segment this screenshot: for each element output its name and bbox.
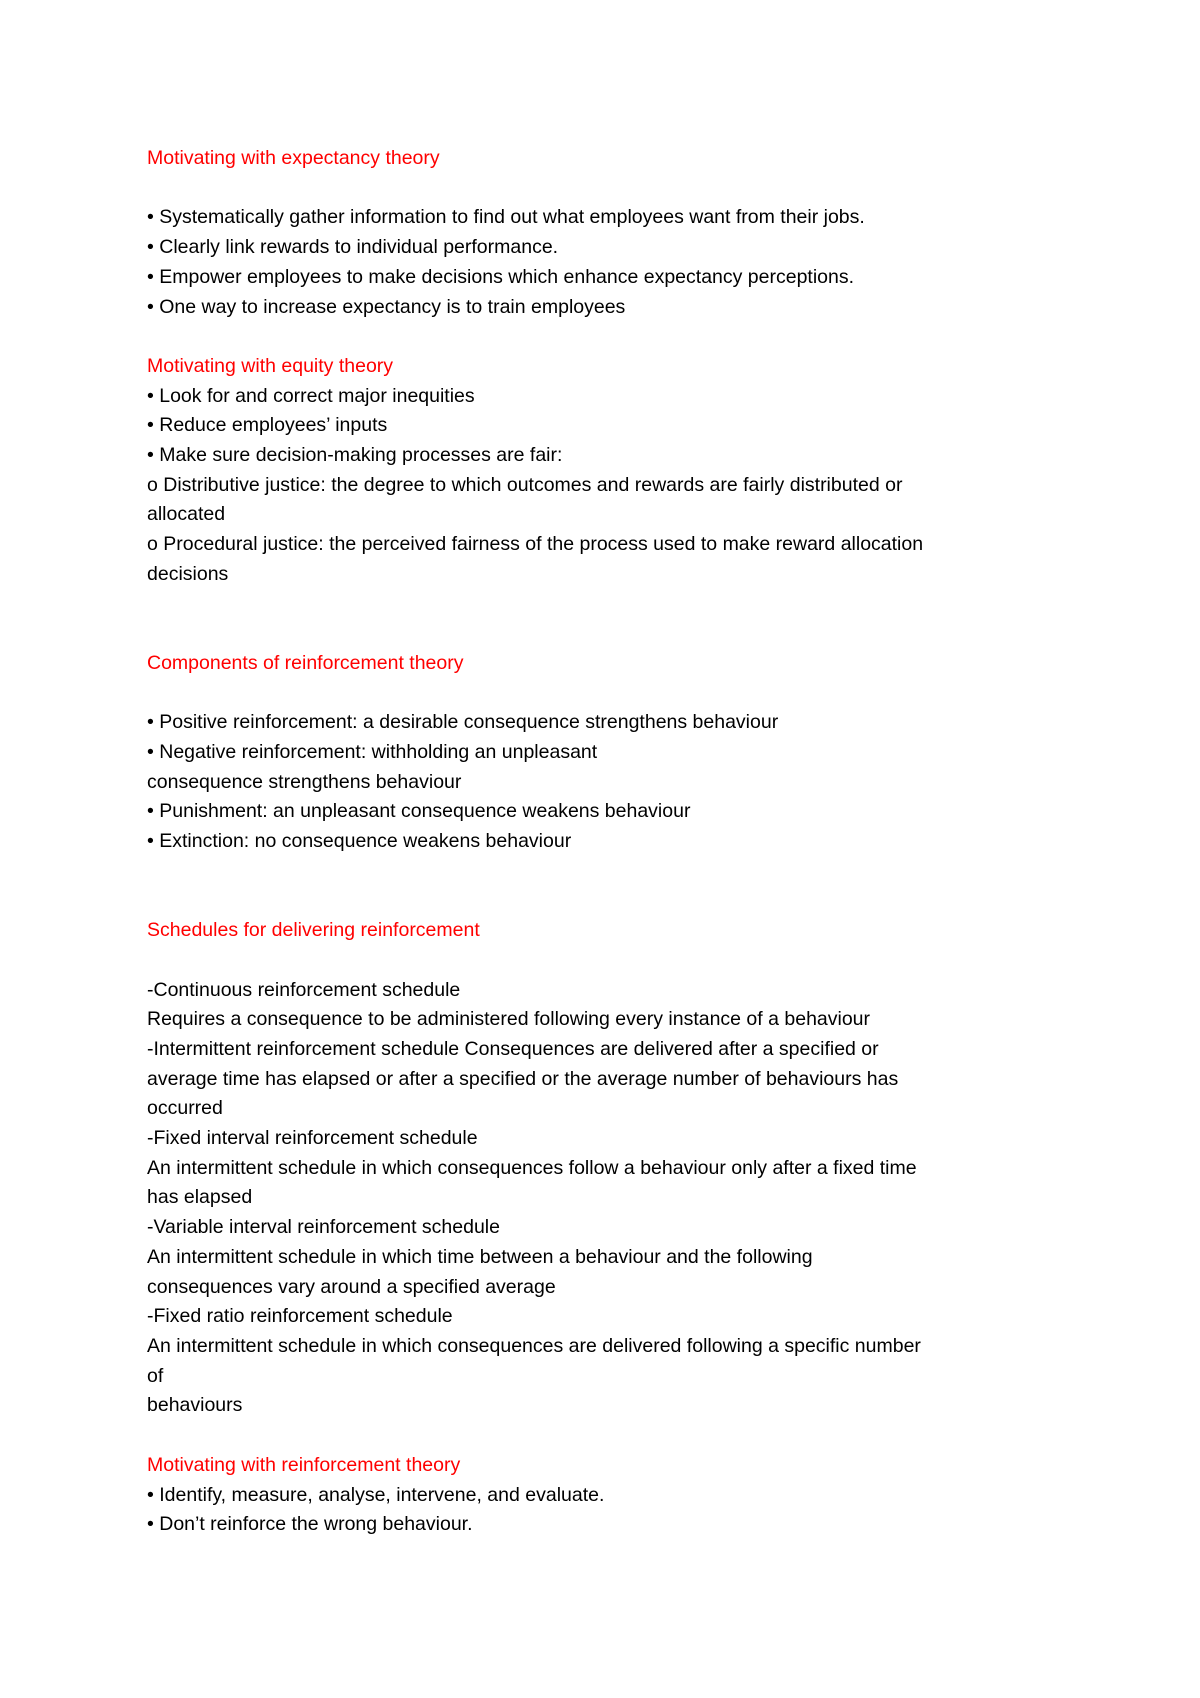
list-item: • Clearly link rewards to individual performance. (147, 236, 559, 259)
list-item: allocated (147, 503, 226, 526)
list-item: • Look for and correct major inequities (147, 384, 475, 407)
section-heading-equity: Motivating with equity theory (147, 354, 394, 377)
blank-line (147, 679, 1067, 709)
list-item: • Make sure decision-making processes are fair: (147, 444, 563, 466)
section-heading-motivating-reinforcement: Motivating with reinforcement theory (147, 1453, 461, 1476)
list-item: -Intermittent reinforcement schedule Consequences are delivered after a specified or (147, 1037, 879, 1060)
list-item: • Punishment: an unpleasant consequence weakens behaviour (147, 800, 691, 823)
blank-line (147, 946, 1067, 976)
list-item: of (147, 1364, 164, 1387)
list-item: has elapsed (147, 1186, 253, 1209)
list-item: • Systematically gather information to find out what employees want from their jobs. (147, 206, 865, 229)
list-item: • Negative reinforcement: withholding an unpleasant (147, 740, 598, 763)
list-item: -Continuous reinforcement schedule (147, 978, 461, 1001)
list-item: • Extinction: no consequence weakens behaviour (147, 830, 572, 853)
blank-line (147, 590, 1067, 620)
section-heading-schedules: Schedules for delivering reinforcement (147, 919, 480, 942)
blank-line (147, 174, 1067, 204)
list-item: consequences vary around a specified average (147, 1275, 556, 1298)
list-item: • Don’t reinforce the wrong behaviour. (147, 1513, 473, 1536)
section-heading-components: Components of reinforcement theory (147, 651, 464, 674)
list-item: -Fixed interval reinforcement schedule (147, 1127, 478, 1150)
blank-line (147, 857, 1067, 887)
blank-line (147, 619, 1067, 649)
list-item: average time has elapsed or after a specified or the average number of behaviours has (147, 1067, 899, 1090)
list-item: • Empower employees to make decisions which enhance expectancy perceptions. (147, 265, 855, 288)
list-item: behaviours (147, 1394, 243, 1417)
blank-line (147, 322, 1067, 352)
list-item: An intermittent schedule in which time between a behaviour and the following (147, 1245, 813, 1268)
list-item: -Variable interval reinforcement schedule (147, 1216, 500, 1239)
blank-line (147, 886, 1067, 916)
document-page (147, 144, 1067, 1540)
list-item: An intermittent schedule in which consequences follow a behaviour only after a fixed time (147, 1156, 917, 1179)
list-item: • One way to increase expectancy is to train employees (147, 295, 626, 318)
list-item: -Fixed ratio reinforcement schedule (147, 1305, 453, 1328)
list-item: o Procedural justice: the perceived fairness of the process used to make reward allocation (147, 533, 924, 556)
section-heading-expectancy: Motivating with expectancy theory (147, 147, 440, 169)
list-item: • Positive reinforcement: a desirable consequence strengthens behaviour (147, 711, 779, 734)
list-item: o Distributive justice: the degree to which outcomes and rewards are fairly distributed or (147, 473, 903, 496)
list-item: decisions (147, 562, 229, 585)
list-item: • Reduce employees’ inputs (147, 414, 388, 437)
list-item: consequence strengthens behaviour (147, 770, 462, 793)
list-item: An intermittent schedule in which consequences are delivered following a specific number (147, 1335, 921, 1357)
list-item: • Identify, measure, analyse, intervene, and evaluate. (147, 1483, 605, 1506)
list-item: occurred (147, 1097, 223, 1120)
blank-line (147, 1421, 1067, 1451)
list-item: Requires a consequence to be administered following every instance of a behaviour (147, 1008, 871, 1031)
